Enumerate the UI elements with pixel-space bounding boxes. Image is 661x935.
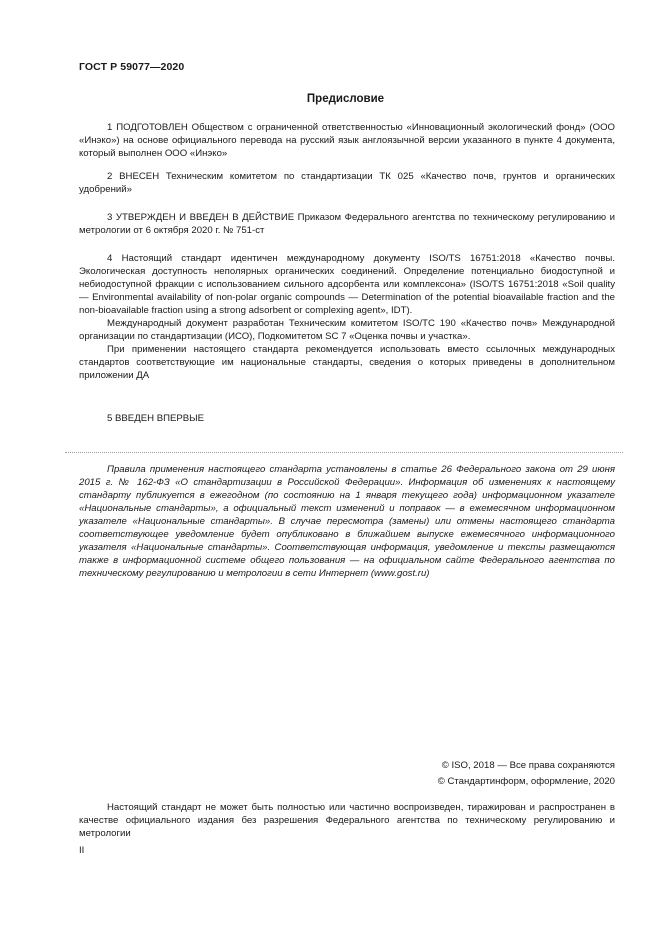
page-title: Предисловие xyxy=(306,93,385,105)
paragraph-text: 5 ВВЕДЕН ВПЕРВЫЕ xyxy=(107,413,205,424)
paragraph-introduced-first xyxy=(79,412,615,425)
paragraph-prepared-by xyxy=(79,121,615,160)
application-rules-notice xyxy=(79,463,615,580)
reproduction-notice xyxy=(79,801,615,840)
reproduction-text: Настоящий стандарт не может быть полностью или частично воспроизведен, тиражирован и распространен в качестве официального издания без разрешения Федерального агентства по техническому регулированию и метрологии xyxy=(79,802,615,839)
copyright-block xyxy=(438,758,615,790)
paragraph-identical-standard xyxy=(79,252,615,382)
paragraph-text: При применении настоящего стандарта рекомендуется использовать вместо ссылочных международных стандартов соответствующие им национальные стандарты, сведения о которых приведены в дополнительном приложении ДА xyxy=(79,344,615,381)
paragraph-text: 3 УТВЕРЖДЕН И ВВЕДЕН В ДЕЙСТВИЕ Приказом Федерального агентства по техническому регулированию и метрологии от 6 октября 2020 г. № 751-ст xyxy=(79,212,615,236)
copyright-iso: © ISO, 2018 — Все права сохраняются xyxy=(441,760,615,771)
paragraph-text: 4 Настоящий стандарт идентичен международному документу ISO/TS 16751:2018 «Качество почвы. Экологическая доступность неполярных органических соединений. Определение потенциально биодоступной и небиодоступной фракции с использованием сильного адсорбента или комплексона» (ISO/TS 16751:2018 «Soil quality — Environmental availability of non-polar organic compounds — Determination of the potential bioavailable fraction and the non-bioavailable fraction using a strong adsorbent or complexing agent», IDT). xyxy=(79,253,615,316)
standard-number: ГОСТ Р 59077—2020 xyxy=(79,61,185,73)
paragraph-approved xyxy=(79,211,615,237)
paragraph-text: 1 ПОДГОТОВЛЕН Обществом с ограниченной ответственностью «Инновационный экологический фонд» (ООО «Инэко») на основе официального перевода на русский язык англоязычной версии указанного в пункте 4 документа, который выполнен ООО «Инэко» xyxy=(79,122,615,159)
notice-divider xyxy=(65,452,623,453)
notice-text: Правила применения настоящего стандарта установлены в статье 26 Федерального закона от 29 июня 2015 г. № 162-ФЗ «О стандартизации в Российской Федерации». Информация об изменениях к настоящему стандарту публикуется в ежегодном (по состоянию на 1 января текущего года) информационном указателе «Национальные стандарты», а официальный текст изменений и поправок — в ежемесячном информационном указателе «Национальные стандарты». В случае пересмотра (замены) или отмены настоящего стандарта соответствующее уведомление будет опубликовано в ближайшем выпуске ежемесячного информационного указателя «Национальные стандарты». Соответствующая информация, уведомление и тексты размещаются также в информационной системе общего пользования — на официальном сайте Федерального агентства по техническому регулированию и метрологии в сети Интернет (www.gost.ru) xyxy=(79,464,615,579)
paragraph-text: 2 ВНЕСЕН Техническим комитетом по стандартизации ТК 025 «Качество почв, грунтов и органических удобрений» xyxy=(79,171,615,195)
copyright-publisher: © Стандартинформ, оформление, 2020 xyxy=(437,776,615,787)
paragraph-submitted-by xyxy=(79,170,615,196)
page-number: II xyxy=(79,845,85,856)
paragraph-text: Международный документ разработан Техническим комитетом ISO/TC 190 «Качество почв» Международной организации по стандартизации (ИСО), Подкомитетом SC 7 «Оценка почвы и участка». xyxy=(79,318,615,342)
